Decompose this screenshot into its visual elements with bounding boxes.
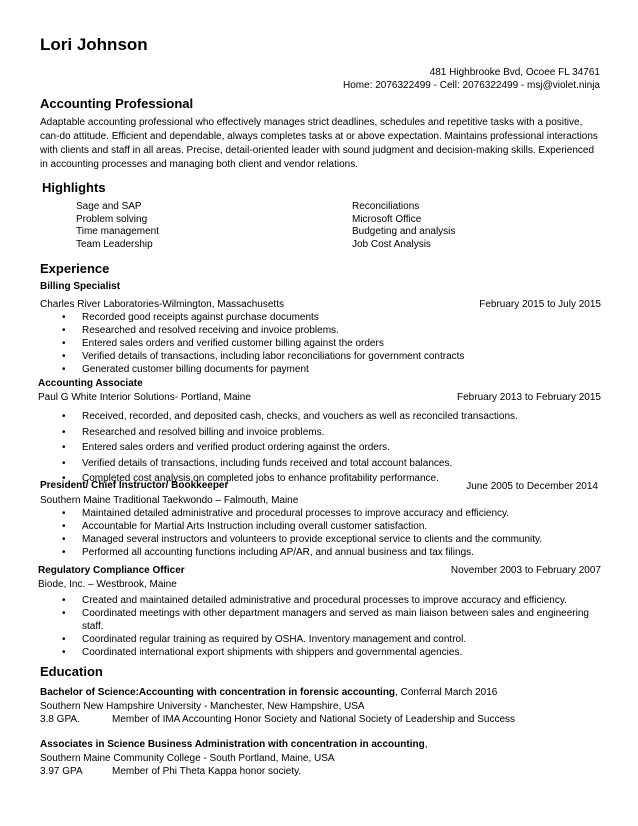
summary-text: Adaptable accounting professional who effectively manages strict deadlines, schedules and repetitive tasks with a positive, can-do attitude. Efficient and dependable, always completes tasks at or above expectation. Maintains professional interactions with clients and staff in all areas. Precise, detail-oriented leader with sound judgment and decision-making skills. Experienced in accounting processes and managing both client and vendor relations.	[40, 117, 598, 170]
list-item: • Managed several instructors and volunteers to provide exceptional service to clients and the community.	[62, 534, 602, 547]
list-item: • Coordinated international export shipments with shippers and governmental agencies.	[62, 647, 592, 660]
job-dates: February 2013 to February 2015	[457, 392, 601, 403]
gpa-line	[40, 765, 620, 779]
contact-block	[343, 66, 600, 92]
list-item: • Generated customer billing documents for payment	[62, 364, 602, 377]
job-employer: Southern Maine Traditional Taekwondo – Falmouth, Maine	[40, 495, 299, 506]
education-heading: Education	[40, 664, 103, 679]
list-item: • Entered sales orders and verified customer billing against the orders	[62, 338, 602, 351]
list-item: • Created and maintained detailed administrative and procedural processes to improve accuracy and efficiency.	[62, 595, 592, 608]
gpa-value: 3.8 GPA.	[40, 714, 80, 725]
job-employer: Charles River Laboratories-Wilmington, Massachusetts	[40, 299, 284, 310]
contact-line: Home: 2076322499 - Cell: 2076322499 - msj@violet.ninja	[343, 80, 600, 91]
list-item: • Researched and resolved receiving and invoice problems.	[62, 325, 602, 338]
degree-name: Associates in Science Business Administration with concentration in accounting	[40, 739, 425, 750]
list-item: • Performed all accounting functions including AP/AR, and annual business and tax filings.	[62, 547, 602, 560]
degree-conferral: ,	[424, 739, 428, 750]
degree-name: Bachelor of Science:	[40, 687, 139, 698]
honors-text: Member of IMA Accounting Honor Society and National Society of Leadership and Success	[112, 714, 516, 725]
highlight-item: Sage and SAP	[76, 201, 142, 212]
job-dates: February 2015 to July 2015	[479, 299, 601, 310]
job-title: Accounting Associate	[38, 378, 143, 389]
highlight-item: Job Cost Analysis	[352, 239, 431, 251]
honors-text: Member of Phi Theta Kappa honor society.	[112, 766, 302, 777]
address-line: 481 Highbrooke Bvd, Ocoee FL 34761	[429, 67, 600, 78]
list-item: • Completed cost analysis on completed jobs to enhance profitability performance.	[62, 471, 602, 487]
job-duties	[62, 508, 602, 560]
list-item: • Maintained detailed administrative and procedural processes to improve accuracy and efficiency.	[62, 508, 602, 521]
highlight-item: Microsoft Office	[352, 213, 422, 225]
highlights-left-column	[76, 201, 159, 252]
job-duties	[62, 595, 592, 660]
degree-line	[40, 738, 620, 752]
job-title: President/ Chief Instructor/ Bookkeeper	[40, 480, 229, 491]
job-dates: November 2003 to February 2007	[450, 565, 601, 576]
degree-focus: Accounting with concentration in forensic accounting	[138, 687, 396, 698]
list-item: • Received, recorded, and deposited cash, checks, and vouchers as well as reconciled transactions.	[62, 409, 602, 425]
summary-heading: Accounting Professional	[40, 96, 194, 111]
highlight-item: Problem solving	[76, 213, 148, 225]
job-duties	[62, 312, 602, 377]
list-item: • Verified details of transactions, including funds received and total account balances.	[62, 456, 602, 472]
highlights-heading: Highlights	[42, 180, 106, 195]
job-duties	[62, 409, 602, 487]
list-item: • Coordinated regular training as required by OSHA. Inventory management and control.	[62, 634, 592, 647]
gpa-value: 3.97 GPA	[40, 766, 83, 777]
school-line: Southern Maine Community College - South Portland, Maine, USA	[40, 752, 335, 764]
experience-heading: Experience	[40, 261, 110, 276]
highlight-item: Team Leadership	[76, 239, 153, 251]
degree-line	[40, 686, 620, 700]
job-title: Regulatory Compliance Officer	[38, 565, 185, 576]
degree-entry	[40, 686, 620, 727]
list-item: • Coordinated meetings with other department managers and served as main liaison between sales and engineering staff.	[62, 608, 592, 634]
gpa-line	[40, 713, 620, 727]
highlight-item: Reconciliations	[352, 201, 420, 212]
highlight-item: Time management	[76, 226, 159, 238]
highlights-right-column	[352, 201, 455, 252]
list-item: • Researched and resolved billing and invoice problems.	[62, 425, 602, 441]
list-item: • Entered sales orders and verified product ordering against the orders.	[62, 440, 602, 456]
job-dates: June 2005 to December 2014	[466, 481, 598, 492]
candidate-name: Lori Johnson	[40, 35, 148, 54]
list-item: • Accountable for Martial Arts Instruction including overall customer satisfaction.	[62, 521, 602, 534]
degree-conferral: , Conferral March 2016	[395, 687, 498, 698]
highlight-item: Budgeting and analysis	[352, 226, 456, 238]
job-employer: Biode, Inc. – Westbrook, Maine	[38, 579, 177, 590]
list-item: • Verified details of transactions, including labor reconciliations for government contracts	[62, 351, 602, 364]
school-line: Southern New Hampshire University - Manchester, New Hampshire, USA	[40, 700, 365, 712]
job-title: Billing Specialist	[40, 281, 121, 292]
job-employer: Paul G White Interior Solutions- Portland, Maine	[38, 392, 251, 403]
degree-entry	[40, 738, 620, 779]
list-item: • Recorded good receipts against purchase documents	[62, 312, 602, 325]
